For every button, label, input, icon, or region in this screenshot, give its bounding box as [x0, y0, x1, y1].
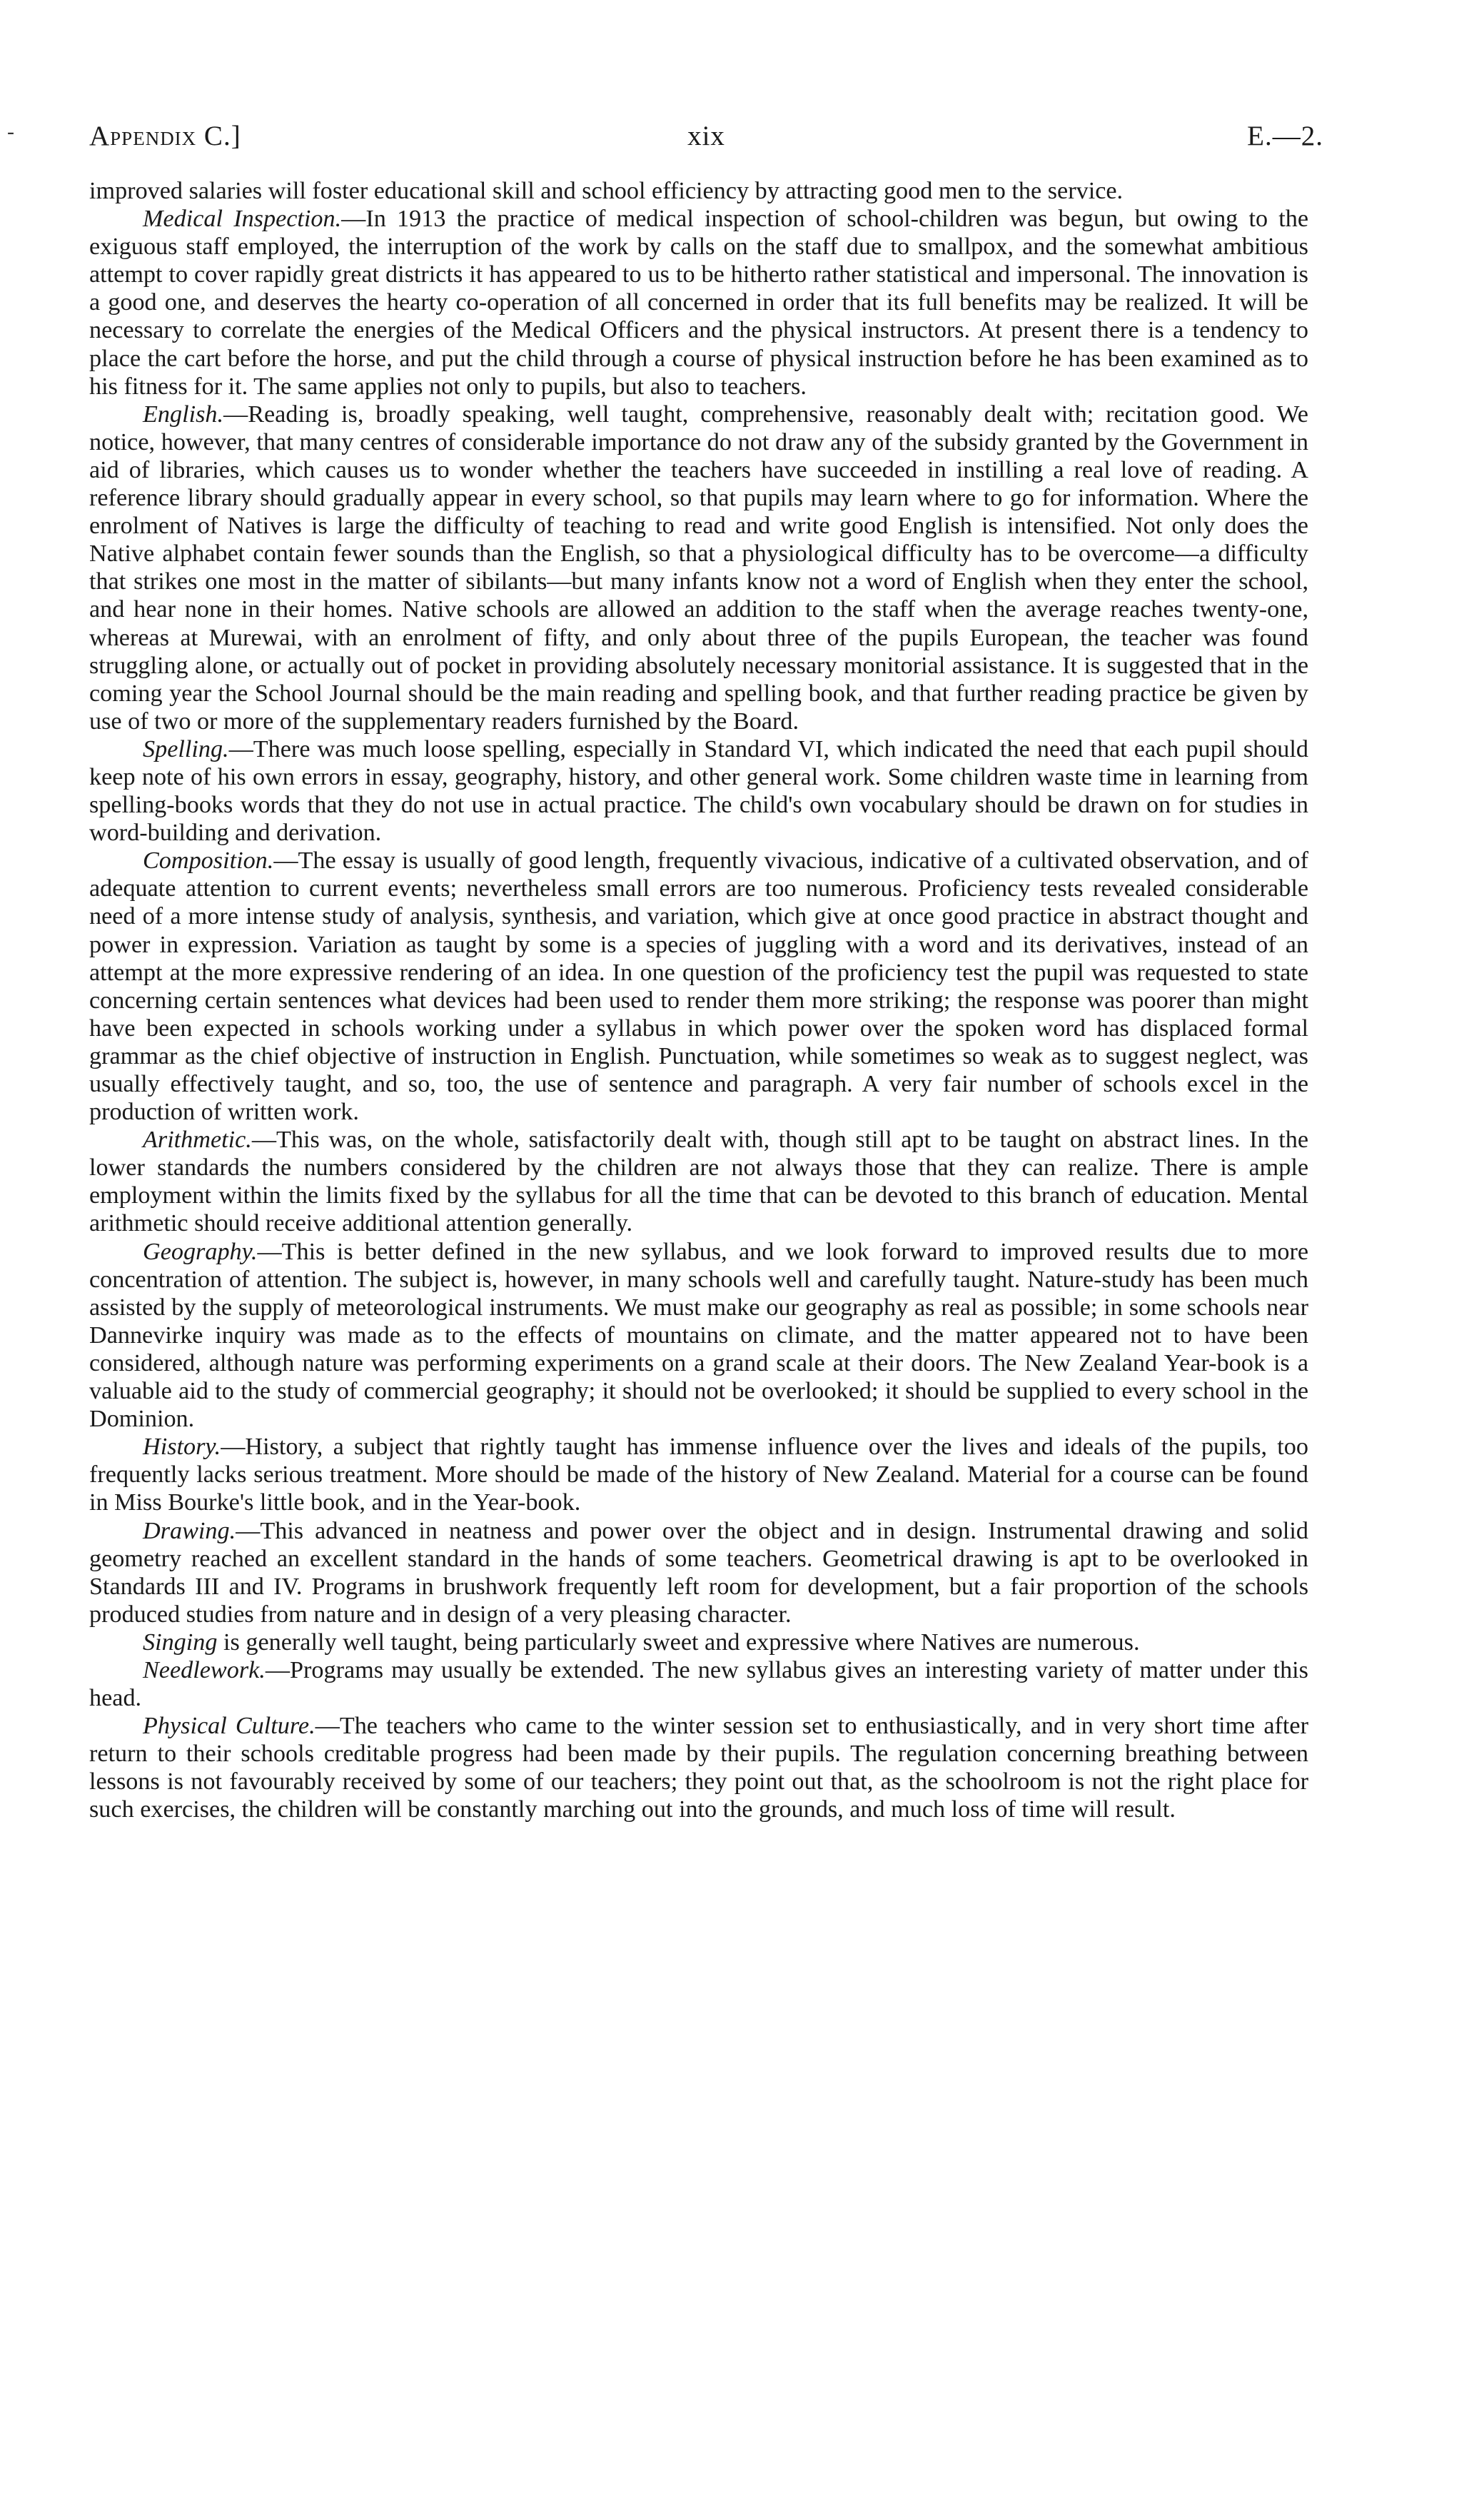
paragraph-text: —History, a subject that rightly taught has immense influence over the lives and ideals of the pupils, too frequently lacks serious treatment. More should be made of the history of New Zealand. Material for a course can be found in Miss Bourke's little book, and in the Year-book.	[89, 1434, 1308, 1516]
paragraph-composition	[89, 847, 1308, 1126]
paragraph-english	[89, 401, 1308, 735]
paragraph-text: —Reading is, broadly speaking, well taught, comprehensive, reasonably dealt with; recitation good. We notice, however, that many centres of considerable importance do not draw any of the subsidy granted by the Government in aid of libraries, which causes us to wonder whether the teachers have succeeded in instilling a real love of reading. A reference library should gradually appear in every school, so that pupils may learn where to go for information. Where the enrolment of Natives is large the difficulty of teaching to read and write good English is intensified. Not only does the Native alphabet contain fewer sounds than the English, so that a physiological difficulty has to be overcome—a difficulty that strikes one most in the matter of sibilants—but many infants know not a word of English when they enter the school, and hear none in their homes. Native schools are allowed an addition to the staff when the average reaches twenty-one, whereas at Murewai, with an enrolment of fifty, and only about three of the pupils European, the teacher was found struggling alone, or actually out of pocket in providing absolutely necessary monitorial assistance. It is suggested that in the coming year the School Journal should be the main reading and spelling book, and that further reading practice be given by use of two or more of the supplementary readers furnished by the Board.	[89, 401, 1308, 735]
paragraph-heading: Geography.	[143, 1238, 258, 1265]
paragraph-physical-culture	[89, 1712, 1308, 1823]
paragraph-heading: Singing	[143, 1628, 218, 1656]
paragraph-text: improved salaries will foster educational skill and school efficiency by attracting good men to the service.	[89, 178, 1124, 204]
paragraph-drawing	[89, 1517, 1308, 1628]
header-appendix: Appendix C.]	[89, 121, 241, 151]
paragraph-text: —There was much loose spelling, especially in Standard VI, which indicated the need that each pupil should keep note of his own errors in essay, geography, history, and other general work. Some children waste time in learning from spelling-books words that they do not use in actual practice. The child's own vocabulary should be drawn on for studies in word-building and derivation.	[89, 735, 1308, 847]
paragraph-arithmetic	[89, 1126, 1308, 1237]
paragraph-needlework	[89, 1656, 1308, 1712]
paragraph-heading: Medical Inspection.	[143, 206, 342, 233]
paragraph-heading: Physical Culture.	[143, 1713, 316, 1740]
paragraph-intro	[89, 177, 1308, 205]
paragraph-text: —This is better defined in the new syllabus, and we look forward to improved results due to more concentration of attention. The subject is, however, in many schools well and carefully taught. Nature-study has been much assisted by the supply of meteorological instruments. We must make our geography as real as possible; in some schools near Dannevirke inquiry was made as to the effects of mountains on climate, and the matter appeared not to have been considered, although nature was performing experiments on a grand scale at their doors. The New Zealand Year-book is a valuable aid to the study of commercial geography; it should not be overlooked; it should be supplied to every school in the Dominion.	[89, 1238, 1308, 1433]
document-body	[89, 177, 1308, 1824]
paragraph-text: —The teachers who came to the winter session set to enthusiastically, and in very short time after return to their schools creditable progress had been made by their pupils. The regulation concerning breathing between lessons is not favourably received by some of our teachers; they point out that, as the schoolroom is not the right place for such exercises, the children will be constantly marching out into the grounds, and much loss of time will result.	[89, 1713, 1308, 1823]
paragraph-text: is generally well taught, being particularly sweet and expressive where Natives are numerous.	[217, 1628, 1140, 1656]
paragraph-text: —The essay is usually of good length, frequently vivacious, indicative of a cultivated observation, and of adequate attention to current events; nevertheless small errors are too numerous. Proficiency tests revealed considerable need of a more intense study of analysis, synthesis, and variation, which give at once good practice in abstract thought and power in expression. Variation as taught by some is a species of juggling with a word and its derivatives, instead of an attempt at the more expressive rendering of an idea. In one question of the proficiency test the pupil was requested to state concerning certain sentences what devices had been used to render them more striking; the response was poorer than might have been expected in schools working under a syllabus in which power over the spoken word has displaced formal grammar as the chief objective of instruction in English. Punctuation, while sometimes so weak as to suggest neglect, was usually effectively taught, and so, too, the use of sentence and paragraph. A very fair number of schools excel in the production of written work.	[89, 847, 1308, 1126]
paragraph-singing	[89, 1628, 1308, 1656]
paragraph-spelling	[89, 735, 1308, 847]
paragraph-heading: Arithmetic.	[143, 1127, 252, 1154]
paragraph-text: —This was, on the whole, satisfactorily dealt with, though still apt to be taught on abstract lines. In the lower standards the numbers considered by the children are not always those that they can realize. There is ample employment within the limits fixed by the syllabus for all the time that can be devoted to this branch of education. Mental arithmetic should receive additional attention generally.	[89, 1127, 1308, 1237]
page-header	[89, 120, 1323, 163]
paragraph-heading: History.	[143, 1434, 221, 1461]
paragraph-heading: Needlework.	[143, 1656, 266, 1683]
paragraph-heading: Drawing.	[143, 1517, 236, 1544]
paragraph-heading: Spelling.	[143, 735, 229, 762]
paragraph-medical-inspection	[89, 205, 1308, 401]
paragraph-text: —This advanced in neatness and power over the object and in design. Instrumental drawing and solid geometry reached an excellent standard in the hands of some teachers. Geometrical drawing is apt to be overlooked in Standards III and IV. Programs in brushwork frequently left room for development, but a fair proportion of the schools produced studies from nature and in design of a very pleasing character.	[89, 1517, 1308, 1628]
paragraph-heading: Composition.	[143, 847, 274, 875]
margin-mark: -	[7, 120, 14, 143]
paragraph-geography	[89, 1238, 1308, 1434]
paragraph-history	[89, 1433, 1308, 1516]
paragraph-text: —In 1913 the practice of medical inspection of school-children was begun, but owing to the exiguous staff employed, the interruption of the work by calls on the staff due to smallpox, and the somewhat ambitious attempt to cover rapidly great districts it has appeared to us to be hitherto rather statistical and impersonal. The innovation is a good one, and deserves the hearty co-operation of all concerned in order that its full benefits may be realized. It will be necessary to correlate the energies of the Medical Officers and the physical instructors. At present there is a tendency to place the cart before the horse, and put the child through a course of physical instruction before he has been examined as to his fitness for it. The same applies not only to pupils, but also to teachers.	[89, 206, 1309, 400]
header-document-code: E.—2.	[1247, 121, 1323, 151]
paragraph-heading: English.	[143, 401, 224, 428]
paragraph-text: —Programs may usually be extended. The new syllabus gives an interesting variety of matter under this head.	[89, 1656, 1308, 1712]
header-page-number: xix	[687, 121, 725, 151]
